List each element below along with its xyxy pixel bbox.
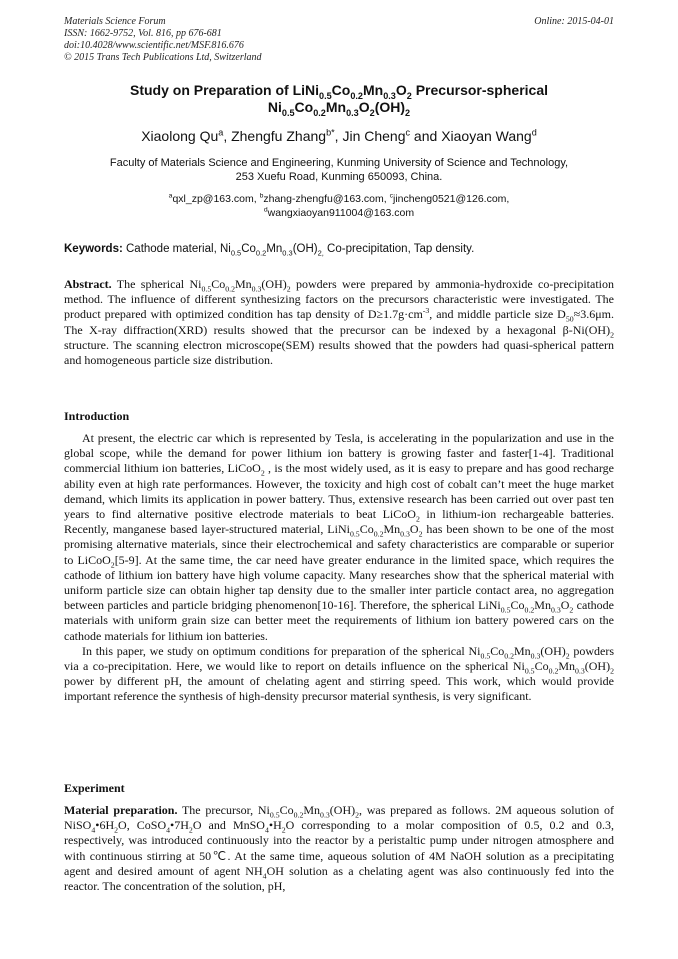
keywords: Keywords: Cathode material, $Ni_{0.5}Co_{0.2}Mn_{0.3}(OH)_{2,}$ Co-precipitation, Tap density. <box>64 243 475 258</box>
paper-title <box>64 82 614 116</box>
issn-line: ISSN: 1662-9752, Vol. 816, pp 676-681 <box>64 28 222 39</box>
title-line-2: $Ni_{0.5}Co_{0.2}Mn_{0.3}O_2(OH)_2$ <box>267 99 411 118</box>
author-list: Xiaolong Qu$^a$, Zhengfu Zhang$^{b*}$, Jin Cheng$^c$ and Xiaoyan Wang$^d$ <box>141 127 537 144</box>
journal-name: Materials Science Forum <box>64 16 166 27</box>
affiliation: Faculty of Materials Science and Engineering, Kunming University of Science and Technology, 253 Xuefu Road, Kunming 650093, China. <box>109 157 569 183</box>
paragraph: Material preparation. The precursor, $Ni_{0.5}Co_{0.2}Mn_{0.3}(OH)_2$, was prepared as follows. 2M aqueous solution of $NiSO_4•6H_2O$, $CoSO_4•7H_2O$ and $MnSO_4•H_2O$ corresponding to a molar composition of 0.5, 0.2 and 0.3, respectively, was introduced continuously into the reactor by a peristaltic pump under nitrogen atmosphere and with continuous stirring at 50℃. At the same time, aqueous solution of 4M NaOH solution as a precipitating agent and desired amount of agent $NH_4OH$ solution as a chelating agent was also continuously fed into the reactor. The concentration of the solution, pH, <box>64 803 615 894</box>
email-link[interactable]: qxl_zp@163.com, <box>172 193 260 205</box>
abstract: Abstract. The spherical $Ni_{0.5}Co_{0.2}Mn_{0.3}(OH)_2$ powders were prepared by ammonia-hydroxide co-precipitation method. The influence of different synthesizing factors on the precursors characteristic were investigated. The product prepared with optimized condition has tap density of $D\ge 1.7g\cdot cm^{-3}$, and middle particle size $D_{50}\approx 3.6\mu m$. The X-ray diffraction(XRD) results showed that the precursor can be indexed by a hexagonal $\beta-Ni(OH)_2$ structure. The scanning electron microscope(SEM) results showed that the powders had quasi-spherical pattern and homogeneous particle size distribution. <box>64 277 614 368</box>
section-heading-introduction: Introduction <box>64 409 130 423</box>
author: Zhengfu Zhang <box>231 128 327 144</box>
journal-header <box>64 16 262 64</box>
section-heading-experiment: Experiment <box>64 781 125 795</box>
email-link[interactable]: zhang-zhengfu@163.com, <box>263 193 390 205</box>
subsection-label: Material preparation. <box>64 803 178 817</box>
title-line-1: Study on Preparation of $LiNi_{0.5}Co_{0.2}Mn_{0.3}O_2$ Precursor-spherical <box>130 82 548 101</box>
online-date: Online: 2015-04-01 <box>534 16 614 27</box>
author: Xiaolong Qu <box>141 128 219 144</box>
author: Jin Cheng <box>342 128 406 144</box>
keywords-label: Keywords: <box>64 243 123 255</box>
author-emails: $^a$qxl_zp@163.com, $^b$zhang-zhengfu@163.com, $^c$jincheng0521@126.com, $^d$wangxiaoyan911004@163.com <box>168 192 510 219</box>
paragraph: In this paper, we study on optimum conditions for preparation of the spherical $Ni_{0.5}Co_{0.2}Mn_{0.3}(OH)_2$ powders via a co-precipitation. Here, we would like to report on details influence on the spherical $Ni_{0.5}Co_{0.2}Mn_{0.3}(OH)_2$ power by different pH, the amount of chelating agent and stirring speed. This work, which would provide important reference the synthesis of high-density precursor material synthesis, is very significant. <box>64 643 614 704</box>
abstract-label: Abstract. <box>64 277 112 291</box>
paragraph: At present, the electric car which is represented by Tesla, is accelerating in the popularization and use in the global scope, while the demand for power lithium ion battery is growing faster and faster[1-4]. Traditional commercial lithium ion batteries, LiCoO$_2$ , is the most widely used, as it is easy to prepare and has good recharge ability even at high rate performances. However, the toxicity and high cost of cobalt can’t meet the huge market demand, which limits its application in power battery. Thus, extensive research has been carried out over past ten years to find alternative positive electrode materials to beat LiCoO$_2$ in lithium-ion rechargeable batteries. Recently, manganese based layer-structured material, $LiNi_{0.5}Co_{0.2}Mn_{0.3}O_2$ has been shown to be one of the most promising alternative materials, since their electrochemical and safety characteristics are comparable or superior to LiCoO$_2$[5-9]. At the same time, the car need have greater endurance in the limited space, which requires the cathode of lithium ion battery have high volume capacity. Many researches show that the spherical material with uniform particle size can obtain higher tap density due to the smaller inter particle contact area, no aggregation between particles and particle bridging phenomenon[10-16]. Therefore, the spherical $LiNi_{0.5}Co_{0.2}Mn_{0.3}O_2$ cathode materials with uniform grain size can better meet the requirements of lithium ion battery powered cars on the cathode materials for lithium ion batteries. <box>64 431 614 643</box>
copyright-line: © 2015 Trans Tech Publications Ltd, Switzerland <box>64 52 262 63</box>
experiment-body <box>64 803 614 894</box>
author: Xiaoyan Wang <box>441 128 532 144</box>
email-link[interactable]: jincheng0521@126.com, <box>393 193 510 205</box>
doi-line[interactable]: doi:10.4028/www.scientific.net/MSF.816.676 <box>64 40 244 51</box>
introduction-body <box>64 431 614 705</box>
email-link[interactable]: wangxiaoyan911004@163.com <box>267 207 415 219</box>
